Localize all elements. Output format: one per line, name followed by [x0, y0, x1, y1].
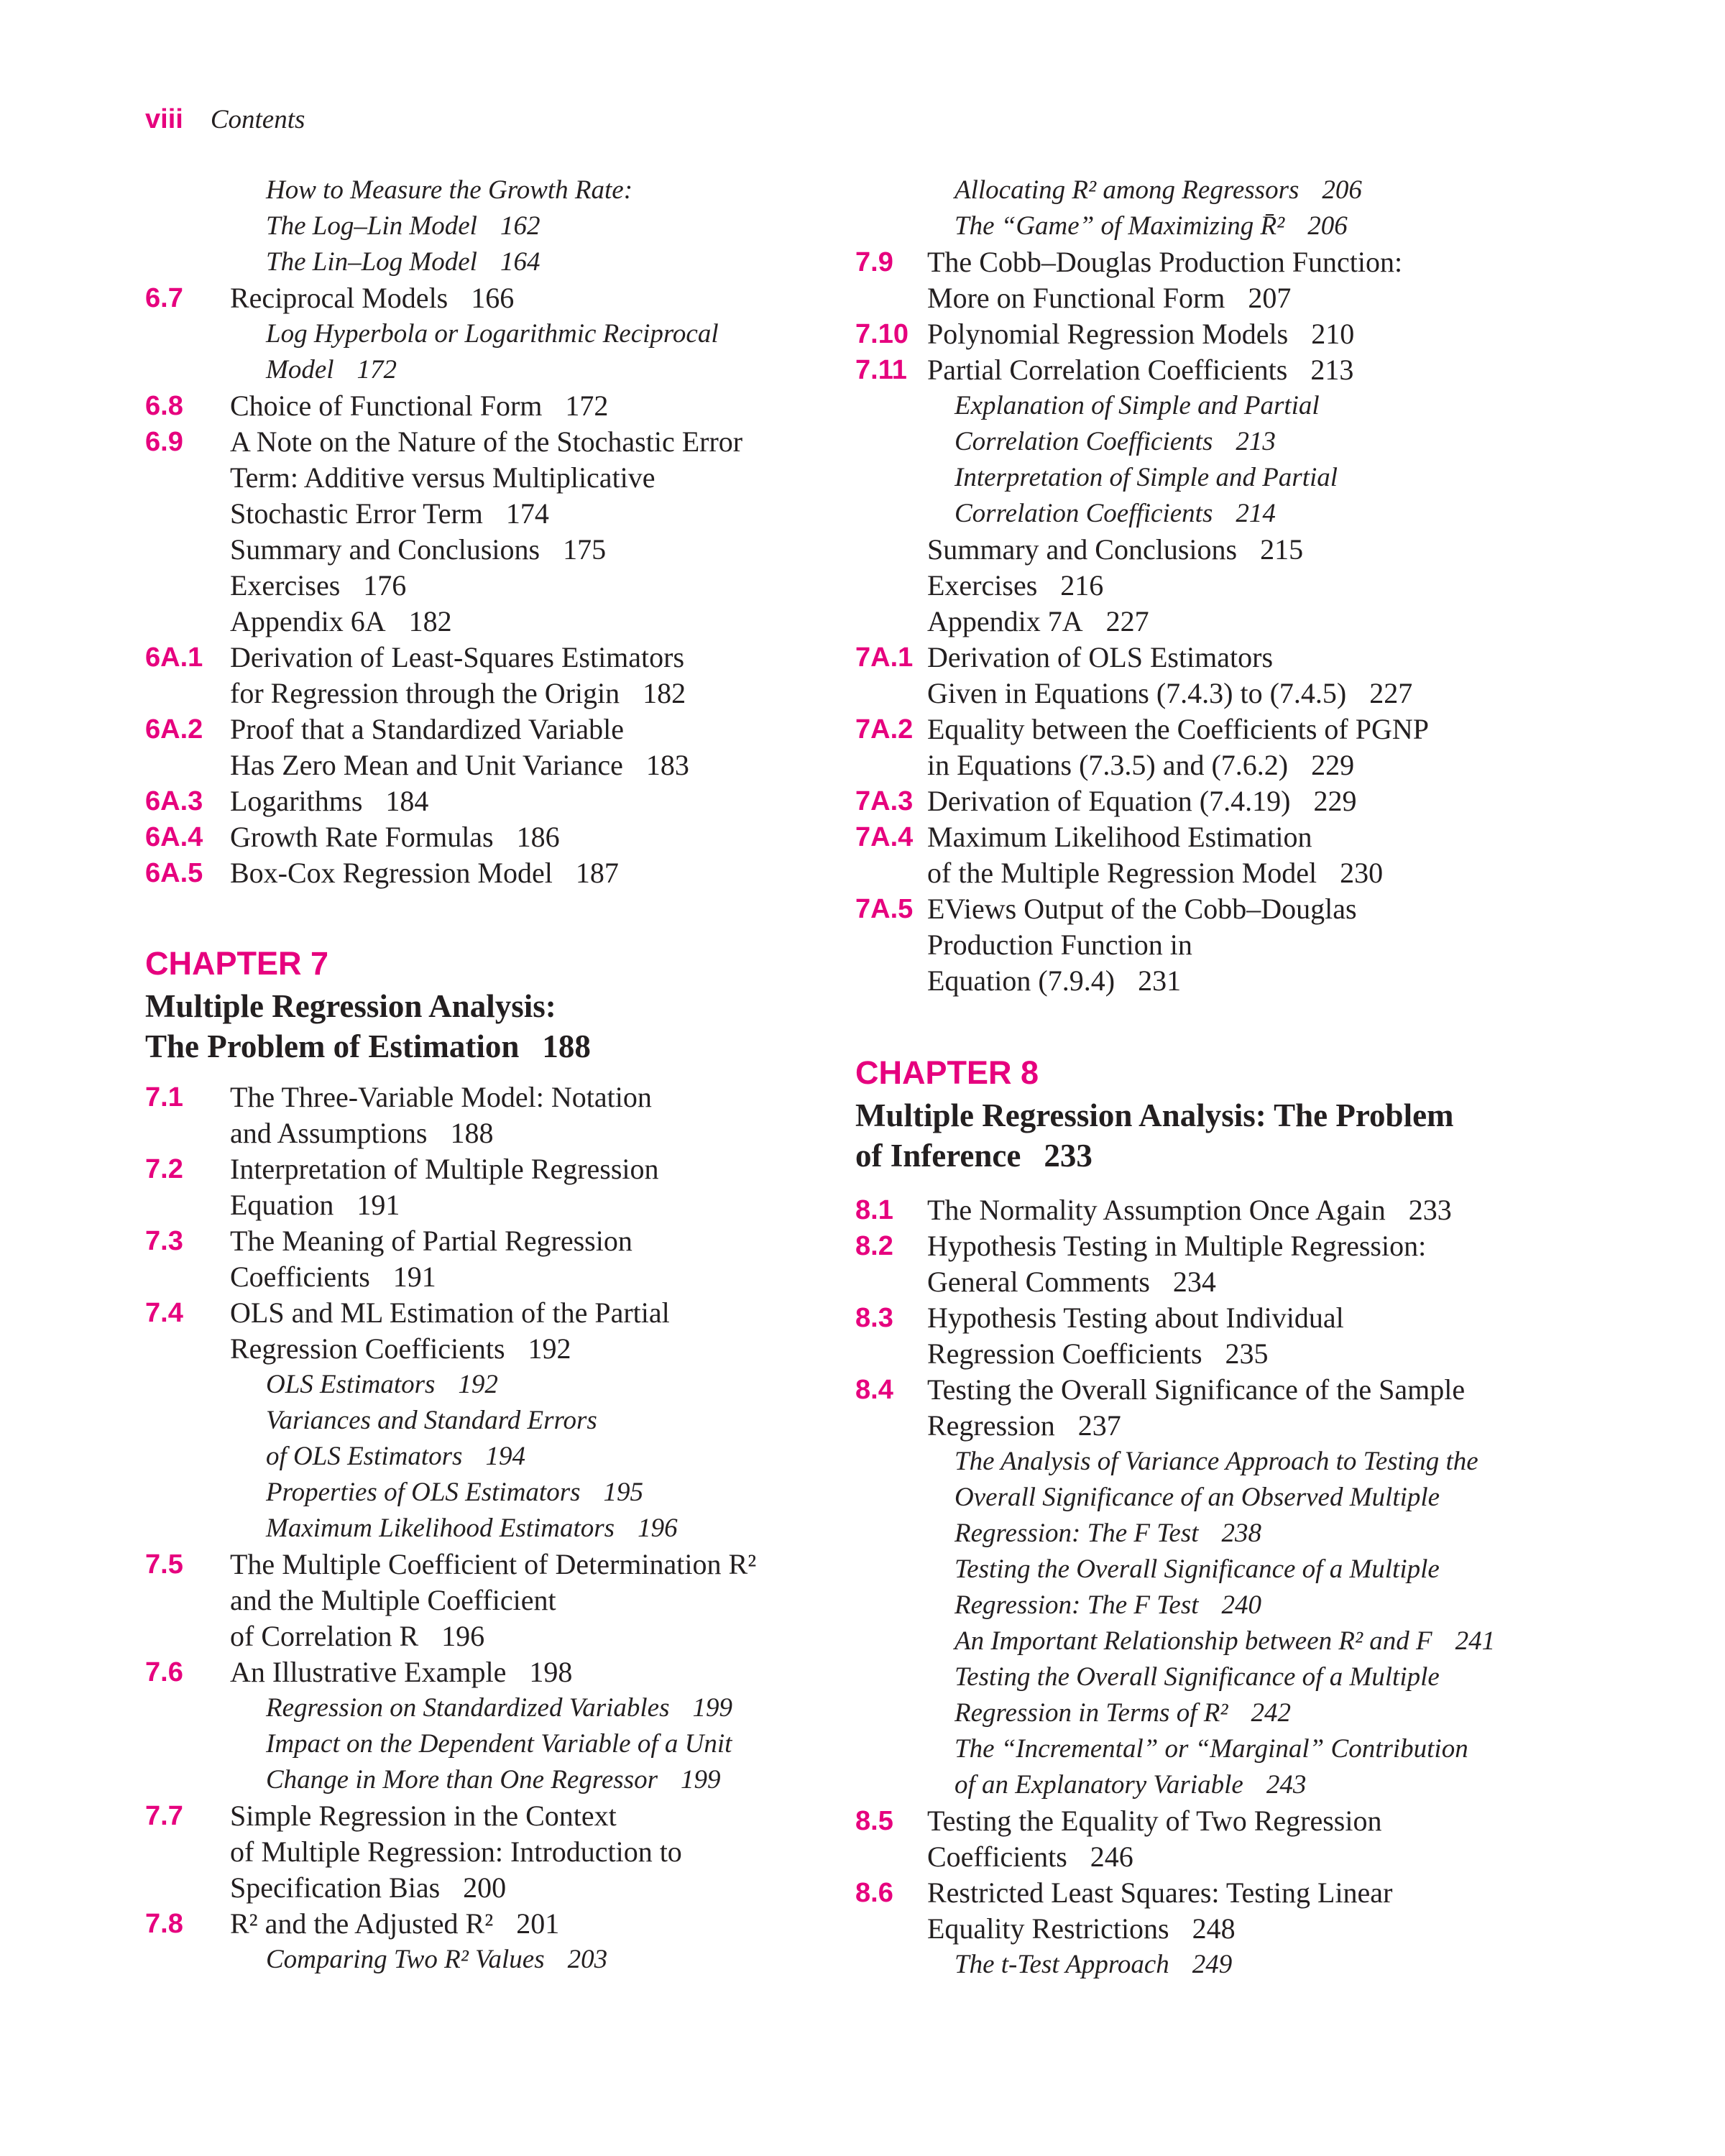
- section-number: 7.9: [855, 247, 893, 277]
- chapter-title-line: [145, 986, 979, 1026]
- toc-entry: [855, 747, 1689, 783]
- page-number: 184: [385, 785, 429, 817]
- page-number: 231: [1138, 964, 1182, 997]
- toc-subentry: [855, 460, 1689, 496]
- entry-text: Given in Equations (7.4.3) to (7.4.5): [927, 677, 1347, 709]
- entry-text: Overall Significance of an Observed Multiple: [954, 1483, 1440, 1512]
- toc-entry: [145, 1259, 979, 1295]
- entry-text: The “Incremental” or “Marginal” Contribution: [954, 1734, 1468, 1764]
- toc-subentry: [145, 244, 979, 280]
- toc-entry: [855, 783, 1689, 819]
- toc-entry: [855, 1911, 1689, 1947]
- entry-text: Interpretation of Multiple Regression: [230, 1153, 659, 1185]
- entry-text: Hypothesis Testing about Individual: [927, 1302, 1344, 1334]
- section-number: 7.7: [145, 1801, 183, 1831]
- toc-subentry: [145, 208, 979, 244]
- entry-text: Maximum Likelihood Estimation: [927, 821, 1312, 853]
- toc-subentry: [145, 316, 979, 352]
- toc-subentry: [855, 388, 1689, 424]
- entry-text: The “Game” of Maximizing R̄²: [954, 211, 1285, 241]
- entry-text: Regression on Standardized Variables: [266, 1693, 670, 1723]
- entry-text: Explanation of Simple and Partial: [954, 391, 1320, 420]
- section-number: 8.6: [855, 1878, 893, 1908]
- toc-subentry: [855, 1623, 1689, 1659]
- page-number: 242: [1251, 1698, 1291, 1728]
- spacer: [145, 891, 979, 941]
- toc-entry: [855, 963, 1689, 999]
- toc-entry: [145, 1547, 979, 1583]
- page-number: 234: [1172, 1266, 1216, 1298]
- entry-text: Box-Cox Regression Model: [230, 857, 553, 889]
- page-number: 201: [516, 1907, 560, 1940]
- page-number: 191: [392, 1261, 436, 1293]
- entry-text: Term: Additive versus Multiplicative: [230, 461, 656, 494]
- section-number: 7.8: [145, 1909, 183, 1939]
- toc-entry: [145, 1331, 979, 1367]
- entry-text: Summary and Conclusions: [927, 533, 1238, 566]
- entry-text: Coefficients: [927, 1841, 1067, 1873]
- toc-subentry: [855, 1480, 1689, 1516]
- toc-entry: [145, 1223, 979, 1259]
- toc-entry: [855, 640, 1689, 676]
- section-number: 7.4: [145, 1298, 183, 1328]
- entry-text: Testing the Equality of Two Regression: [927, 1805, 1382, 1837]
- toc-entry: [145, 496, 979, 532]
- section-number: 6.7: [145, 283, 183, 313]
- entry-text: of OLS Estimators: [266, 1442, 463, 1471]
- toc-entry: [145, 1834, 979, 1870]
- page-number: 227: [1369, 677, 1413, 709]
- entry-text: CHAPTER 8: [855, 1054, 1039, 1091]
- toc-entry: [145, 819, 979, 855]
- entry-text: Simple Regression in the Context: [230, 1800, 617, 1832]
- page-number: 186: [516, 821, 560, 853]
- entry-text: OLS and ML Estimation of the Partial: [230, 1296, 670, 1329]
- toc-subentry: [145, 1475, 979, 1511]
- toc-entry: [145, 388, 979, 424]
- toc-subentry: [855, 208, 1689, 244]
- page-number: 192: [458, 1370, 498, 1399]
- entry-text: Multiple Regression Analysis: The Problem: [855, 1097, 1454, 1133]
- toc-subentry: [855, 1767, 1689, 1803]
- page-number: 227: [1105, 605, 1149, 637]
- entry-text: The Log–Lin Model: [266, 211, 477, 241]
- toc-entry: [145, 783, 979, 819]
- toc-entry: [855, 1192, 1689, 1228]
- page-number: 192: [528, 1332, 571, 1365]
- entry-text: Model: [266, 355, 334, 384]
- page-number: 166: [471, 282, 515, 314]
- toc-subentry: [145, 1690, 979, 1726]
- toc-subentry: [145, 1439, 979, 1475]
- entry-text: Proof that a Standardized Variable: [230, 713, 624, 745]
- toc-subentry: [145, 1942, 979, 1978]
- toc-entry: [145, 1295, 979, 1331]
- toc-entry: [145, 1079, 979, 1115]
- entry-text: Regression: [927, 1409, 1055, 1442]
- entry-text: Impact on the Dependent Variable of a Unit: [266, 1729, 732, 1759]
- page-number: 238: [1221, 1519, 1262, 1548]
- toc-entry: [145, 280, 979, 316]
- toc-entry: [145, 1115, 979, 1151]
- section-number: 7.1: [145, 1082, 183, 1112]
- page-number: 198: [529, 1656, 573, 1688]
- entry-text: The Analysis of Variance Approach to Testing the: [954, 1447, 1478, 1476]
- page-number: 203: [567, 1945, 608, 1974]
- toc-entry: [855, 1228, 1689, 1264]
- toc-column-left: [145, 172, 979, 1978]
- entry-text: of Multiple Regression: Introduction to: [230, 1835, 682, 1868]
- entry-text: Choice of Functional Form: [230, 390, 543, 422]
- entry-text: An Important Relationship between R² and F: [954, 1626, 1432, 1656]
- page-number: 176: [363, 569, 407, 602]
- toc-entry: [145, 747, 979, 783]
- page-number: 229: [1311, 749, 1355, 781]
- entry-text: Appendix 6A: [230, 605, 386, 637]
- entry-text: Allocating R² among Regressors: [954, 175, 1300, 205]
- entry-text: in Equations (7.3.5) and (7.6.2): [927, 749, 1289, 781]
- page-number: 229: [1313, 785, 1357, 817]
- entry-text: Properties of OLS Estimators: [266, 1478, 581, 1507]
- entry-text: Log Hyperbola or Logarithmic Reciprocal: [266, 319, 719, 349]
- page-number: 233: [1408, 1194, 1452, 1226]
- entry-text: The Meaning of Partial Regression: [230, 1225, 632, 1257]
- page-number: 215: [1260, 533, 1304, 566]
- entry-text: of Inference: [855, 1138, 1021, 1174]
- chapter-title-line: [855, 1135, 1689, 1176]
- section-number: 6A.1: [145, 642, 203, 673]
- chapter-heading: [145, 941, 979, 986]
- toc-entry: [855, 855, 1689, 891]
- toc-entry: [855, 711, 1689, 747]
- entry-text: Stochastic Error Term: [230, 497, 483, 530]
- entry-text: Maximum Likelihood Estimators: [266, 1514, 615, 1543]
- entry-text: of an Explanatory Variable: [954, 1770, 1243, 1800]
- section-number: 7A.4: [855, 822, 914, 852]
- entry-text: Partial Correlation Coefficients: [927, 354, 1288, 386]
- toc-entry: [145, 711, 979, 747]
- toc-entry: [855, 891, 1689, 927]
- toc-subentry: [855, 424, 1689, 460]
- page-number: 214: [1236, 499, 1276, 528]
- entry-text: EViews Output of the Cobb–Douglas: [927, 893, 1357, 925]
- toc-entry: [855, 280, 1689, 316]
- page-number: 182: [643, 677, 686, 709]
- toc-entry: [145, 1870, 979, 1906]
- toc-entry: [855, 1336, 1689, 1372]
- section-number: 6.8: [145, 391, 183, 421]
- toc-subentry: [855, 1588, 1689, 1623]
- entry-text: OLS Estimators: [266, 1370, 436, 1399]
- section-number: 6A.4: [145, 822, 203, 852]
- page-number: 200: [463, 1871, 507, 1904]
- section-number: 7.6: [145, 1657, 183, 1687]
- chapter-heading: [855, 1051, 1689, 1095]
- entry-text: Exercises: [927, 569, 1038, 602]
- toc-subentry: [145, 1762, 979, 1798]
- page-number: 230: [1340, 857, 1384, 889]
- page-number: 183: [645, 749, 689, 781]
- section-number: 8.1: [855, 1195, 893, 1225]
- toc-subentry: [855, 1731, 1689, 1767]
- entry-text: and Assumptions: [230, 1117, 428, 1149]
- toc-entry: [145, 1654, 979, 1690]
- page-number: 174: [505, 497, 549, 530]
- section-number: 8.4: [855, 1375, 893, 1405]
- page-number: 237: [1077, 1409, 1121, 1442]
- toc-entry: [145, 424, 979, 460]
- section-number: 6A.5: [145, 858, 203, 888]
- page-number: 195: [603, 1478, 644, 1507]
- entry-text: The Lin–Log Model: [266, 247, 477, 277]
- entry-text: A Note on the Nature of the Stochastic Error: [230, 425, 743, 458]
- page-number: 188: [542, 1028, 591, 1064]
- chapter-title-line: [855, 1095, 1689, 1135]
- entry-text: Appendix 7A: [927, 605, 1083, 637]
- entry-text: Hypothesis Testing in Multiple Regression:: [927, 1230, 1427, 1262]
- entry-text: The Cobb–Douglas Production Function:: [927, 246, 1403, 278]
- page-number: 241: [1455, 1626, 1496, 1656]
- entry-text: The Multiple Coefficient of Determination R²: [230, 1548, 757, 1580]
- toc-entry: [855, 1372, 1689, 1408]
- entry-text: The Three-Variable Model: Notation: [230, 1081, 652, 1113]
- entry-text: Regression Coefficients: [927, 1337, 1202, 1370]
- page-number: 248: [1192, 1912, 1236, 1945]
- entry-text: Correlation Coefficients: [954, 499, 1213, 528]
- section-number: 6.9: [145, 427, 183, 457]
- entry-text: Derivation of OLS Estimators: [927, 641, 1274, 673]
- page-number: 240: [1221, 1590, 1262, 1620]
- toc-entry: [855, 532, 1689, 568]
- entry-text: and the Multiple Coefficient: [230, 1584, 556, 1616]
- section-number: 6A.3: [145, 786, 203, 816]
- toc-subentry: [145, 1726, 979, 1762]
- toc-subentry: [855, 1695, 1689, 1731]
- entry-text: General Comments: [927, 1266, 1150, 1298]
- toc-entry: [145, 1798, 979, 1834]
- spacer: [145, 1067, 979, 1079]
- spacer: [855, 999, 1689, 1051]
- entry-text: Coefficients: [230, 1261, 370, 1293]
- entry-text: The Problem of Estimation: [145, 1028, 520, 1064]
- page-number: 216: [1060, 569, 1104, 602]
- toc-entry: [145, 532, 979, 568]
- toc-subentry: [855, 1444, 1689, 1480]
- entry-text: Equation: [230, 1189, 334, 1221]
- entry-text: Specification Bias: [230, 1871, 441, 1904]
- entry-text: of the Multiple Regression Model: [927, 857, 1317, 889]
- entry-text: Summary and Conclusions: [230, 533, 540, 566]
- page-number: 249: [1192, 1950, 1233, 1979]
- chapter-title-line: [145, 1026, 979, 1067]
- page-number: 199: [692, 1693, 732, 1723]
- page-number: 162: [500, 211, 540, 241]
- entry-text: Production Function in: [927, 929, 1192, 961]
- page-number: 164: [500, 247, 540, 277]
- entry-text: Regression: The F Test: [954, 1519, 1199, 1548]
- section-number: 8.5: [855, 1806, 893, 1836]
- entry-text: Derivation of Least-Squares Estimators: [230, 641, 685, 673]
- toc-column-right: [855, 172, 1689, 1983]
- toc-entry: [145, 1906, 979, 1942]
- page-number: 199: [681, 1765, 721, 1795]
- toc-entry: [145, 1187, 979, 1223]
- toc-subentry: [855, 1552, 1689, 1588]
- entry-text: The Normality Assumption Once Again: [927, 1194, 1386, 1226]
- toc-entry: [145, 460, 979, 496]
- page-number: 210: [1311, 318, 1355, 350]
- toc-entry: [145, 1583, 979, 1618]
- page-number: 172: [356, 355, 397, 384]
- entry-text: More on Functional Form: [927, 282, 1225, 314]
- toc-subentry: [145, 172, 979, 208]
- entry-text: An Illustrative Example: [230, 1656, 507, 1688]
- toc-subentry: [855, 172, 1689, 208]
- page-number: 213: [1310, 354, 1354, 386]
- toc-entry: [855, 1408, 1689, 1444]
- entry-text: Regression in Terms of R²: [954, 1698, 1228, 1728]
- toc-entry: [855, 604, 1689, 640]
- section-number: 6A.2: [145, 714, 203, 745]
- section-number: 7.10: [855, 319, 908, 349]
- entry-text: Correlation Coefficients: [954, 427, 1213, 456]
- entry-text: Regression: The F Test: [954, 1590, 1199, 1620]
- toc-entry: [855, 676, 1689, 711]
- toc-entry: [855, 819, 1689, 855]
- entry-text: Logarithms: [230, 785, 363, 817]
- entry-text: Testing the Overall Significance of a Multiple: [954, 1554, 1440, 1584]
- section-number: 7.11: [855, 355, 907, 385]
- page-number: 233: [1044, 1138, 1092, 1174]
- section-number: 7A.1: [855, 642, 914, 673]
- spacer: [855, 1176, 1689, 1192]
- entry-text: Equation (7.9.4): [927, 964, 1116, 997]
- entry-text: CHAPTER 7: [145, 945, 329, 982]
- entry-text: Equality between the Coefficients of PGNP: [927, 713, 1430, 745]
- page-number: 172: [565, 390, 609, 422]
- toc-entry: [855, 1839, 1689, 1875]
- section-number: 7.5: [145, 1549, 183, 1580]
- entry-text: Derivation of Equation (7.4.19): [927, 785, 1291, 817]
- toc-entry: [855, 244, 1689, 280]
- entry-text: Regression Coefficients: [230, 1332, 505, 1365]
- toc-entry: [145, 1618, 979, 1654]
- toc-subentry: [855, 1947, 1689, 1983]
- toc-subentry: [145, 352, 979, 388]
- entry-text: Polynomial Regression Models: [927, 318, 1289, 350]
- toc-subentry: [855, 1516, 1689, 1552]
- toc-entry: [855, 316, 1689, 352]
- toc-subentry: [855, 496, 1689, 532]
- section-number: 7A.2: [855, 714, 914, 745]
- toc-subentry: [855, 1659, 1689, 1695]
- toc-entry: [855, 1875, 1689, 1911]
- page-number: 196: [638, 1514, 678, 1543]
- entry-text: Interpretation of Simple and Partial: [954, 463, 1338, 492]
- entry-text: Comparing Two R² Values: [266, 1945, 545, 1974]
- section-number: 7A.3: [855, 786, 914, 816]
- entry-text: Growth Rate Formulas: [230, 821, 494, 853]
- toc-entry: [145, 568, 979, 604]
- page-number: 175: [563, 533, 607, 566]
- toc-entry: [145, 1151, 979, 1187]
- entry-text: Reciprocal Models: [230, 282, 448, 314]
- section-number: 8.3: [855, 1303, 893, 1333]
- section-number: 7A.5: [855, 894, 914, 924]
- toc-entry: [855, 927, 1689, 963]
- page-number: 187: [575, 857, 619, 889]
- toc-subentry: [145, 1367, 979, 1403]
- page-number: 194: [485, 1442, 525, 1471]
- page-number: 206: [1322, 175, 1362, 205]
- page-number: 207: [1248, 282, 1292, 314]
- page-number: 182: [408, 605, 452, 637]
- toc-entry: [145, 604, 979, 640]
- toc-entry: [145, 676, 979, 711]
- page-number: 235: [1225, 1337, 1269, 1370]
- page-folio: viii: [145, 104, 183, 134]
- entry-text: for Regression through the Origin: [230, 677, 620, 709]
- page-header: [145, 101, 305, 138]
- section-number: 7.2: [145, 1154, 183, 1184]
- entry-text: Has Zero Mean and Unit Variance: [230, 749, 623, 781]
- page-header-title: Contents: [210, 105, 305, 134]
- toc-subentry: [145, 1403, 979, 1439]
- entry-text: Change in More than One Regressor: [266, 1765, 658, 1795]
- toc-entry: [855, 352, 1689, 388]
- entry-text: Testing the Overall Significance of the Sample: [927, 1373, 1466, 1406]
- toc-entry: [145, 640, 979, 676]
- entry-text: How to Measure the Growth Rate:: [266, 175, 633, 205]
- entry-text: Multiple Regression Analysis:: [145, 988, 556, 1024]
- entry-text: Restricted Least Squares: Testing Linear: [927, 1876, 1393, 1909]
- entry-text: Variances and Standard Errors: [266, 1406, 597, 1435]
- section-number: 8.2: [855, 1231, 893, 1261]
- entry-text: of Correlation R: [230, 1620, 419, 1652]
- page-number: 206: [1307, 211, 1348, 241]
- page-number: 196: [441, 1620, 485, 1652]
- section-number: 7.3: [145, 1226, 183, 1256]
- entry-text: Equality Restrictions: [927, 1912, 1169, 1945]
- entry-text: The t-Test Approach: [954, 1950, 1169, 1979]
- entry-text: Exercises: [230, 569, 341, 602]
- page-number: 243: [1266, 1770, 1307, 1800]
- page-number: 188: [450, 1117, 494, 1149]
- page-number: 213: [1236, 427, 1276, 456]
- toc-entry: [855, 1264, 1689, 1300]
- toc-subentry: [145, 1511, 979, 1547]
- entry-text: R² and the Adjusted R²: [230, 1907, 494, 1940]
- toc-entry: [145, 855, 979, 891]
- page-number: 246: [1090, 1841, 1133, 1873]
- page-number: 191: [356, 1189, 400, 1221]
- toc-entry: [855, 1300, 1689, 1336]
- toc-entry: [855, 1803, 1689, 1839]
- toc-entry: [855, 568, 1689, 604]
- entry-text: Testing the Overall Significance of a Multiple: [954, 1662, 1440, 1692]
